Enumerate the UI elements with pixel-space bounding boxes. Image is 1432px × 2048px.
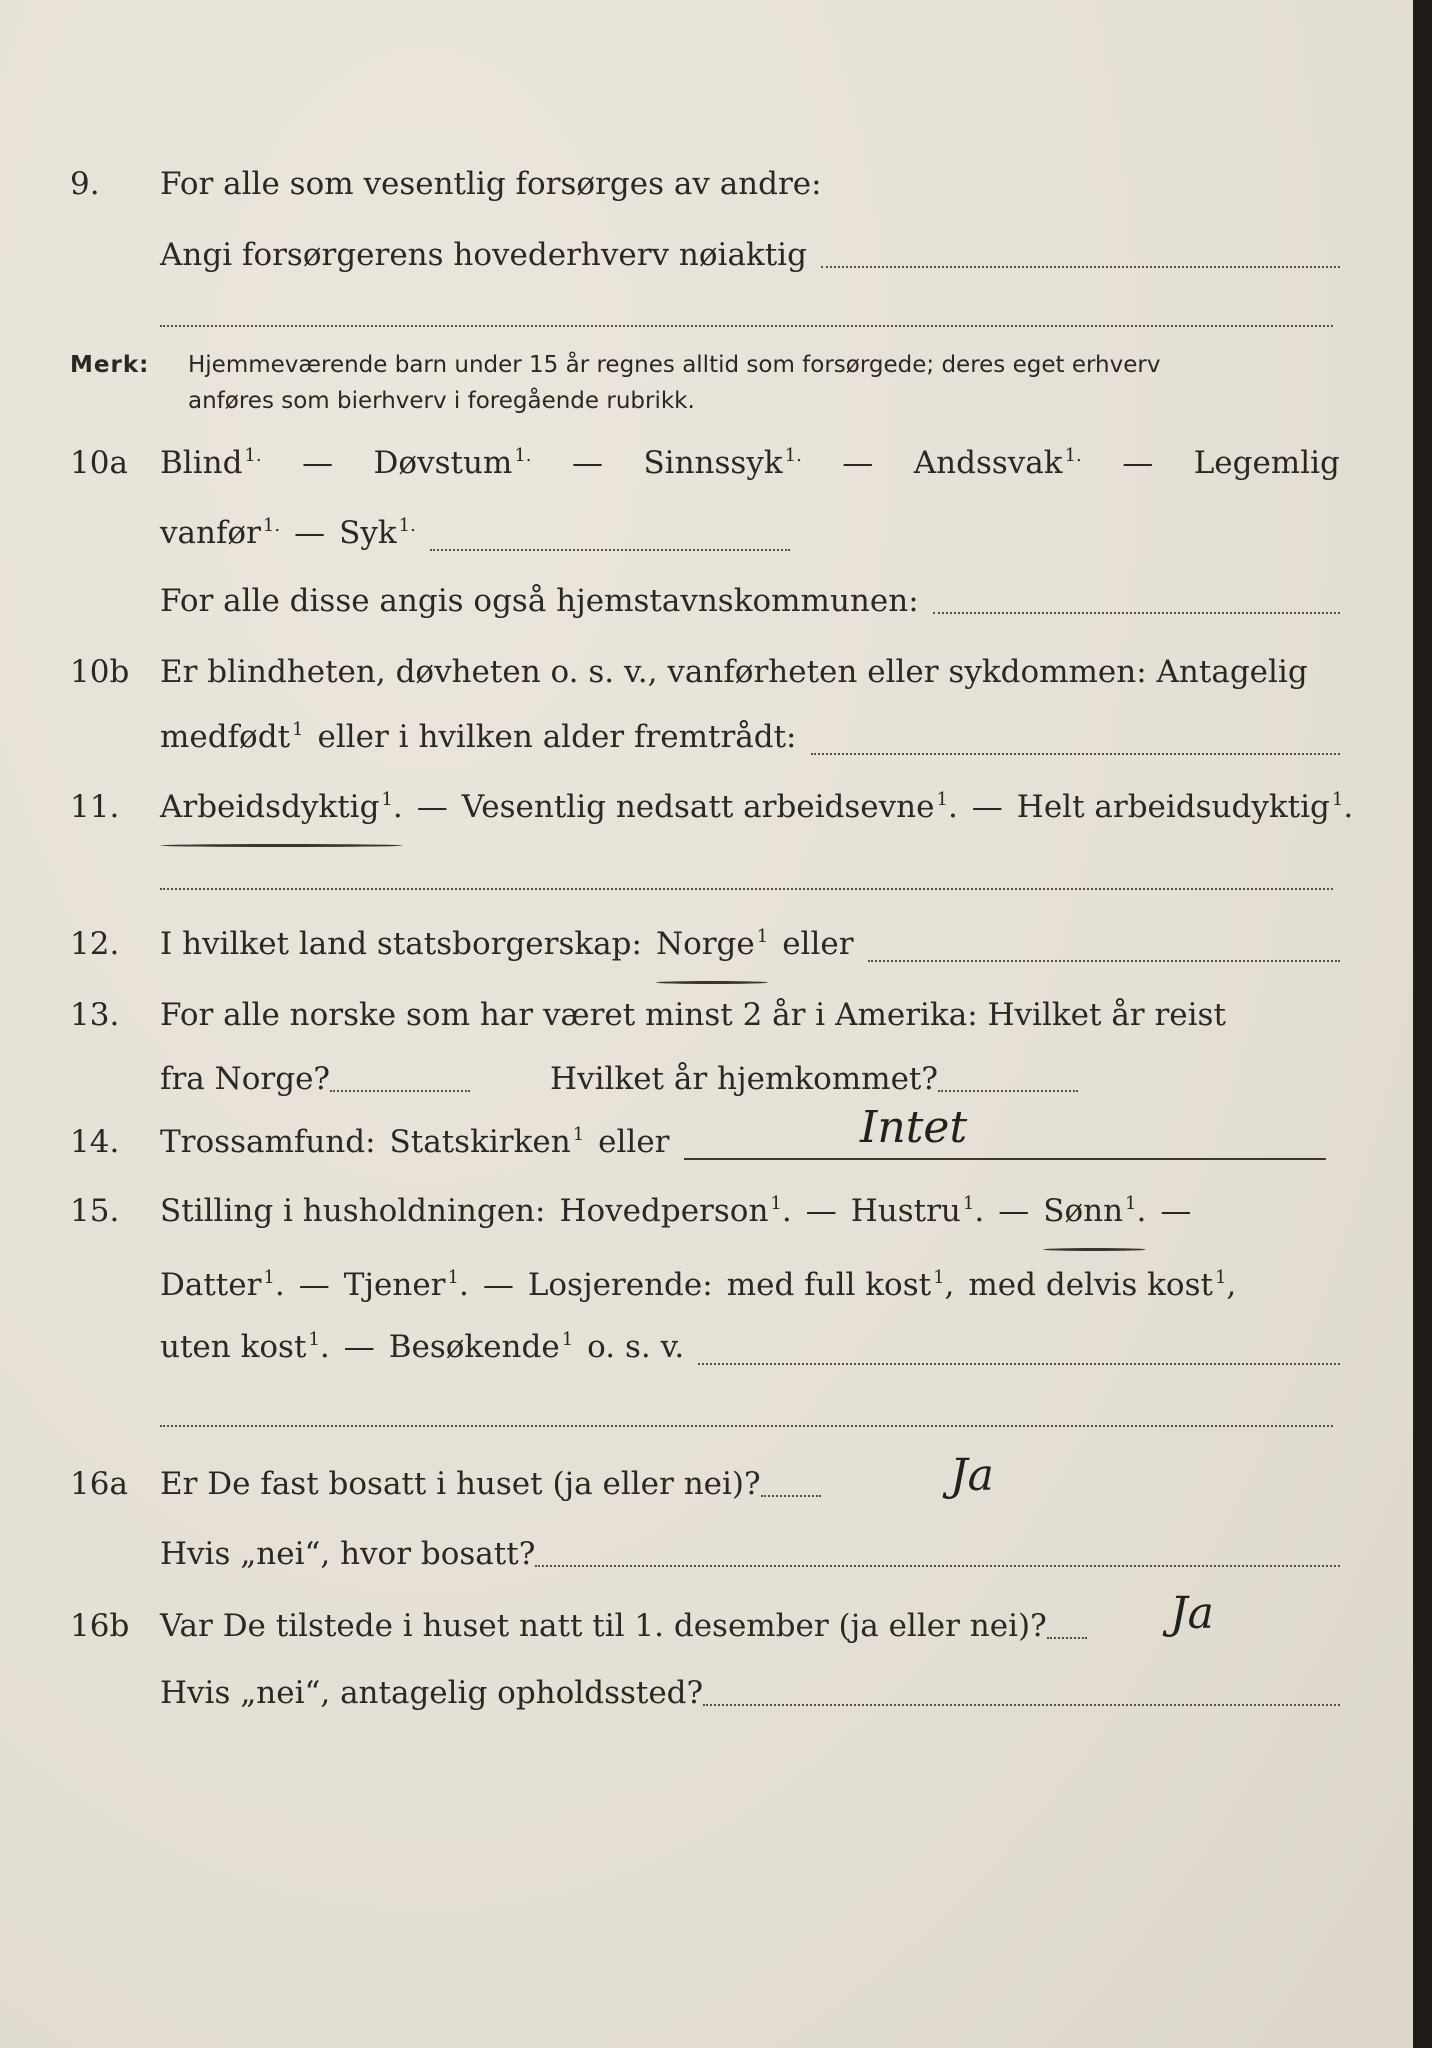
option-medfodt[interactable]: medfødt $^1$ — [160, 719, 304, 755]
answer-field[interactable] — [535, 1545, 1340, 1567]
dash: — — [416, 789, 448, 825]
question-11-line — [70, 780, 1354, 834]
option-andssvak[interactable]: Andssvak $^{1.}$ — [913, 445, 1082, 481]
question-14-line — [70, 1102, 1340, 1169]
question-16a-line-2 — [70, 1527, 1340, 1581]
question-text: For alle disse angis også hjemstavnskommunen: — [160, 583, 919, 619]
dash: — — [1122, 445, 1154, 481]
question-text: Trossamfund: — [160, 1124, 376, 1160]
question-15-line-2 — [70, 1258, 1340, 1312]
answer-field[interactable] — [761, 1475, 821, 1497]
dash: — — [482, 1267, 514, 1303]
option-syk[interactable]: Syk $^{1.}$ — [339, 515, 416, 551]
question-text: eller i hvilken alder fremtrådt: — [317, 719, 797, 755]
option-delvis[interactable]: med delvis kost $^1$, — [968, 1267, 1237, 1303]
dash: — — [805, 1193, 837, 1229]
answer-field[interactable] — [868, 940, 1340, 962]
option-hovedperson[interactable]: Hovedperson $^1$. — [559, 1193, 792, 1229]
question-9-line-1 — [70, 157, 1340, 211]
question-12-line — [70, 917, 1340, 971]
question-16a-line-1 — [70, 1450, 1340, 1511]
option-sinnssyk[interactable]: Sinnssyk $^{1.}$ — [643, 445, 802, 481]
answer-field[interactable] — [938, 1070, 1078, 1092]
dash: — — [571, 445, 603, 481]
question-text: Hvis „nei“, hvor bosatt? — [160, 1536, 536, 1572]
handwritten-answer: Ja — [1170, 1588, 1214, 1639]
question-text: Er blindheten, døvheten o. s. v., vanførheten eller sykdommen: Antagelig — [160, 654, 1308, 690]
label-eller: eller — [598, 1124, 670, 1160]
question-10b-line-2 — [70, 710, 1340, 764]
question-9-line-2 — [70, 228, 1340, 282]
question-text: Var De tilstede i huset natt til 1. desember (ja eller nei)? — [160, 1608, 1047, 1644]
dash: — — [343, 1329, 375, 1365]
label-osv: o. s. v. — [587, 1329, 685, 1365]
question-15-line-1 — [70, 1184, 1340, 1238]
dash: — — [294, 515, 326, 551]
dash: — — [1160, 1193, 1192, 1229]
question-number: 13. — [70, 997, 120, 1033]
question-text: I hvilket land statsborgerskap: — [160, 926, 642, 962]
dash: — — [842, 445, 874, 481]
question-number: 12. — [70, 926, 120, 962]
question-text: For alle som vesentlig forsørges av andre: — [160, 166, 822, 202]
option-uten[interactable]: uten kost $^1$. — [160, 1329, 330, 1365]
label-losjerende: Losjerende: — [527, 1267, 713, 1303]
answer-field[interactable] — [684, 1157, 1327, 1160]
handwritten-answer: Ja — [950, 1450, 994, 1501]
option-udyktig[interactable]: Helt arbeidsudyktig $^1$. — [1016, 789, 1354, 825]
question-text: Hvis „nei“, antagelig opholdssted? — [160, 1675, 704, 1711]
option-besokende[interactable]: Besøkende $^1$ — [388, 1329, 574, 1365]
dash: — — [971, 789, 1003, 825]
question-number: 16b — [70, 1608, 130, 1644]
option-arbeidsdyktig-selected[interactable]: Arbeidsdyktig $^1$. — [160, 780, 403, 839]
option-legemlig[interactable]: Legemlig — [1193, 445, 1340, 481]
question-10a-line-3 — [70, 574, 1340, 628]
answer-field[interactable] — [821, 246, 1340, 268]
question-10a-line-2 — [70, 506, 1340, 560]
question-text: Angi forsørgerens hovederhverv nøiaktig — [160, 237, 807, 273]
question-number: 16a — [70, 1466, 128, 1502]
question-number: 15. — [70, 1193, 120, 1229]
answer-field[interactable] — [1047, 1617, 1087, 1639]
answer-line[interactable] — [160, 888, 1333, 890]
question-number: 11. — [70, 789, 120, 825]
question-number: 14. — [70, 1124, 120, 1160]
question-number: 9. — [70, 166, 100, 202]
question-16b-line-1 — [70, 1588, 1340, 1653]
answer-field[interactable] — [811, 733, 1340, 755]
question-10b-line-1 — [70, 645, 1340, 699]
option-statskirken[interactable]: Statskirken $^1$ — [389, 1124, 585, 1160]
question-text: Stilling i husholdningen: — [160, 1193, 546, 1229]
handwritten-answer: Intet — [860, 1102, 968, 1153]
dash: — — [298, 1267, 330, 1303]
note-label: Merk: — [70, 352, 150, 378]
page-edge — [1413, 0, 1432, 2048]
note-text-2: anføres som bierhverv i foregående rubrikk. — [188, 388, 695, 414]
option-fullkost[interactable]: med full kost $^1$, — [726, 1267, 955, 1303]
answer-field[interactable] — [330, 1070, 470, 1092]
note-text-1: Hjemmeværende barn under 15 år regnes alltid som forsørgede; deres eget erhverv — [188, 352, 1161, 378]
option-dovstum[interactable]: Døvstum $^{1.}$ — [373, 445, 532, 481]
option-sonn-selected[interactable]: Sønn $^1$. — [1043, 1184, 1146, 1243]
label-eller: eller — [782, 926, 854, 962]
question-number: 10a — [70, 445, 128, 481]
dash: — — [302, 445, 334, 481]
question-text: For alle norske som har været minst 2 år i Amerika: Hvilket år reist — [160, 997, 1226, 1033]
question-text: Er De fast bosatt i huset (ja eller nei)? — [160, 1466, 761, 1502]
answer-field[interactable] — [698, 1343, 1340, 1365]
option-tjener[interactable]: Tjener $^1$. — [343, 1267, 469, 1303]
question-16b-line-2 — [70, 1666, 1340, 1720]
option-datter[interactable]: Datter $^1$. — [160, 1267, 285, 1303]
question-number: 10b — [70, 654, 130, 690]
question-15-line-3 — [70, 1320, 1340, 1374]
answer-field[interactable] — [430, 529, 790, 551]
option-hustru[interactable]: Hustru $^1$. — [850, 1193, 985, 1229]
option-norge-selected[interactable]: Norge $^1$ — [656, 917, 768, 976]
question-text: Hvilket år hjemkommet? — [550, 1061, 939, 1097]
answer-line[interactable] — [160, 325, 1333, 327]
answer-field[interactable] — [703, 1684, 1340, 1706]
option-vanfor[interactable]: vanfør $^{1.}$ — [160, 515, 281, 551]
option-nedsatt[interactable]: Vesentlig nedsatt arbeidsevne $^1$. — [461, 789, 958, 825]
question-10a-line-1 — [70, 436, 1340, 490]
answer-line[interactable] — [160, 1425, 1333, 1427]
question-13-line-2 — [70, 1052, 1340, 1106]
question-text: fra Norge? — [160, 1061, 331, 1097]
dash: — — [998, 1193, 1030, 1229]
option-blind[interactable]: Blind $^{1.}$ — [160, 445, 262, 481]
question-13-line-1 — [70, 988, 1340, 1042]
answer-field[interactable] — [933, 592, 1340, 614]
